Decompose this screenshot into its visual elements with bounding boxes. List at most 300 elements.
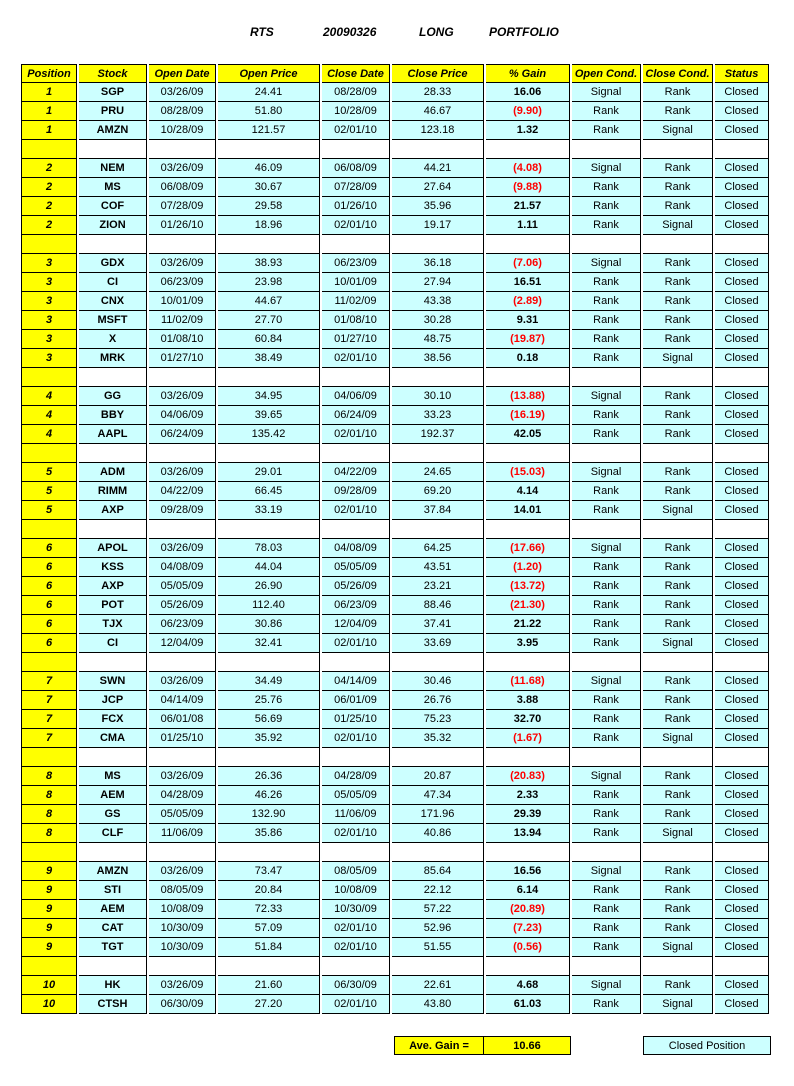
cell-open-cond: Rank — [572, 311, 641, 330]
cell-stock: CNX — [79, 292, 147, 311]
cell-open-price: 46.09 — [218, 159, 320, 178]
cell-open-price: 135.42 — [218, 425, 320, 444]
cell-close-cond: Rank — [643, 881, 713, 900]
cell-close-price: 43.51 — [392, 558, 484, 577]
cell-position: 8 — [21, 786, 77, 805]
spacer-cell — [486, 444, 570, 463]
cell-stock: GG — [79, 387, 147, 406]
cell-position: 1 — [21, 83, 77, 102]
spacer-cell — [149, 748, 216, 767]
cell-status: Closed — [715, 672, 769, 691]
spacer-cell — [715, 520, 769, 539]
cell-position: 6 — [21, 615, 77, 634]
cell-stock: CLF — [79, 824, 147, 843]
cell-open-date: 10/08/09 — [149, 900, 216, 919]
spacer-cell — [572, 653, 641, 672]
cell-open-date: 05/26/09 — [149, 596, 216, 615]
cell-close-cond: Rank — [643, 710, 713, 729]
header-row — [21, 64, 769, 83]
cell-position: 7 — [21, 672, 77, 691]
cell-open-cond: Rank — [572, 900, 641, 919]
spacer-cell — [21, 843, 77, 862]
cell-status: Closed — [715, 292, 769, 311]
spacer-cell — [322, 368, 390, 387]
cell-open-price: 38.93 — [218, 254, 320, 273]
cell-close-price: 37.41 — [392, 615, 484, 634]
cell-gain: 1.32 — [486, 121, 570, 140]
cell-open-price: 39.65 — [218, 406, 320, 425]
cell-close-date: 06/23/09 — [322, 596, 390, 615]
cell-stock: MRK — [79, 349, 147, 368]
cell-open-price: 35.92 — [218, 729, 320, 748]
cell-open-date: 03/26/09 — [149, 862, 216, 881]
cell-open-cond: Signal — [572, 254, 641, 273]
cell-gain: 61.03 — [486, 995, 570, 1014]
cell-stock: TJX — [79, 615, 147, 634]
table-row — [21, 919, 769, 938]
spacer-cell — [79, 444, 147, 463]
cell-stock: AAPL — [79, 425, 147, 444]
spacer-cell — [643, 368, 713, 387]
cell-close-cond: Rank — [643, 406, 713, 425]
cell-open-price: 27.20 — [218, 995, 320, 1014]
spacer-cell — [21, 748, 77, 767]
cell-close-date: 06/01/09 — [322, 691, 390, 710]
cell-open-price: 44.67 — [218, 292, 320, 311]
spacer-cell — [149, 957, 216, 976]
cell-open-date: 03/26/09 — [149, 387, 216, 406]
cell-close-date: 06/23/09 — [322, 254, 390, 273]
cell-close-cond: Signal — [643, 938, 713, 957]
cell-status: Closed — [715, 577, 769, 596]
title-rts: RTS — [250, 25, 274, 39]
header-status: Status — [715, 64, 769, 83]
cell-position: 2 — [21, 216, 77, 235]
cell-position: 7 — [21, 710, 77, 729]
cell-close-cond: Rank — [643, 292, 713, 311]
cell-status: Closed — [715, 349, 769, 368]
spacer-cell — [149, 140, 216, 159]
spacer-row — [21, 444, 769, 463]
cell-position: 6 — [21, 634, 77, 653]
cell-open-date: 08/05/09 — [149, 881, 216, 900]
spacer-cell — [643, 843, 713, 862]
cell-close-price: 52.96 — [392, 919, 484, 938]
table-row — [21, 710, 769, 729]
cell-open-price: 34.95 — [218, 387, 320, 406]
cell-close-cond: Rank — [643, 197, 713, 216]
cell-open-date: 03/26/09 — [149, 767, 216, 786]
cell-open-date: 10/01/09 — [149, 292, 216, 311]
cell-position: 3 — [21, 254, 77, 273]
cell-close-date: 02/01/10 — [322, 919, 390, 938]
spacer-cell — [572, 235, 641, 254]
table-row — [21, 577, 769, 596]
spacer-cell — [486, 957, 570, 976]
header-open-cond: Open Cond. — [572, 64, 641, 83]
cell-open-date: 03/26/09 — [149, 159, 216, 178]
spacer-cell — [149, 368, 216, 387]
table-row — [21, 634, 769, 653]
spacer-cell — [149, 843, 216, 862]
cell-close-date: 01/25/10 — [322, 710, 390, 729]
cell-open-cond: Rank — [572, 615, 641, 634]
cell-stock: AXP — [79, 501, 147, 520]
cell-stock: MS — [79, 767, 147, 786]
cell-close-date: 02/01/10 — [322, 216, 390, 235]
cell-status: Closed — [715, 330, 769, 349]
cell-close-date: 09/28/09 — [322, 482, 390, 501]
cell-close-date: 06/08/09 — [322, 159, 390, 178]
cell-close-price: 22.12 — [392, 881, 484, 900]
cell-open-price: 51.84 — [218, 938, 320, 957]
cell-close-cond: Rank — [643, 273, 713, 292]
cell-gain: (1.20) — [486, 558, 570, 577]
cell-stock: SWN — [79, 672, 147, 691]
spacer-cell — [572, 368, 641, 387]
cell-status: Closed — [715, 824, 769, 843]
cell-status: Closed — [715, 558, 769, 577]
table-row — [21, 425, 769, 444]
cell-stock: CI — [79, 273, 147, 292]
cell-close-price: 123.18 — [392, 121, 484, 140]
cell-close-date: 04/22/09 — [322, 463, 390, 482]
cell-open-price: 78.03 — [218, 539, 320, 558]
cell-status: Closed — [715, 881, 769, 900]
cell-status: Closed — [715, 767, 769, 786]
spacer-cell — [643, 653, 713, 672]
cell-stock: CAT — [79, 919, 147, 938]
cell-close-price: 37.84 — [392, 501, 484, 520]
cell-close-cond: Rank — [643, 83, 713, 102]
cell-open-price: 112.40 — [218, 596, 320, 615]
cell-position: 10 — [21, 976, 77, 995]
spacer-cell — [643, 140, 713, 159]
cell-close-price: 24.65 — [392, 463, 484, 482]
cell-status: Closed — [715, 311, 769, 330]
spacer-cell — [21, 235, 77, 254]
cell-gain: (17.66) — [486, 539, 570, 558]
cell-gain: (0.56) — [486, 938, 570, 957]
cell-open-cond: Rank — [572, 881, 641, 900]
cell-position: 8 — [21, 824, 77, 843]
cell-close-price: 26.76 — [392, 691, 484, 710]
cell-open-cond: Signal — [572, 387, 641, 406]
table-row — [21, 596, 769, 615]
cell-status: Closed — [715, 425, 769, 444]
cell-close-price: 75.23 — [392, 710, 484, 729]
cell-stock: STI — [79, 881, 147, 900]
cell-open-cond: Signal — [572, 862, 641, 881]
cell-close-price: 40.86 — [392, 824, 484, 843]
spacer-cell — [149, 653, 216, 672]
cell-open-date: 01/26/10 — [149, 216, 216, 235]
cell-gain: 4.14 — [486, 482, 570, 501]
cell-open-date: 07/28/09 — [149, 197, 216, 216]
header-open-price: Open Price — [218, 64, 320, 83]
cell-gain: 3.95 — [486, 634, 570, 653]
cell-close-cond: Rank — [643, 577, 713, 596]
cell-stock: HK — [79, 976, 147, 995]
table-row — [21, 83, 769, 102]
cell-close-date: 02/01/10 — [322, 824, 390, 843]
spacer-cell — [79, 653, 147, 672]
cell-open-cond: Signal — [572, 463, 641, 482]
cell-stock: MSFT — [79, 311, 147, 330]
cell-open-price: 38.49 — [218, 349, 320, 368]
cell-close-price: 43.80 — [392, 995, 484, 1014]
spacer-cell — [218, 843, 320, 862]
table-row — [21, 881, 769, 900]
spacer-cell — [79, 235, 147, 254]
cell-open-date: 03/26/09 — [149, 976, 216, 995]
cell-stock: AMZN — [79, 121, 147, 140]
table-row — [21, 672, 769, 691]
cell-open-cond: Rank — [572, 805, 641, 824]
cell-close-cond: Rank — [643, 691, 713, 710]
spacer-cell — [715, 653, 769, 672]
cell-status: Closed — [715, 938, 769, 957]
cell-open-price: 26.36 — [218, 767, 320, 786]
cell-open-date: 01/25/10 — [149, 729, 216, 748]
table-row — [21, 330, 769, 349]
header-close-date: Close Date — [322, 64, 390, 83]
cell-gain: 29.39 — [486, 805, 570, 824]
cell-status: Closed — [715, 729, 769, 748]
spacer-cell — [643, 957, 713, 976]
cell-stock: AEM — [79, 900, 147, 919]
cell-open-price: 32.41 — [218, 634, 320, 653]
cell-close-price: 64.25 — [392, 539, 484, 558]
spacer-row — [21, 653, 769, 672]
spacer-cell — [392, 444, 484, 463]
cell-gain: 0.18 — [486, 349, 570, 368]
cell-position: 3 — [21, 311, 77, 330]
cell-gain: (9.88) — [486, 178, 570, 197]
cell-gain: (13.88) — [486, 387, 570, 406]
table-row — [21, 767, 769, 786]
cell-open-price: 29.01 — [218, 463, 320, 482]
cell-status: Closed — [715, 900, 769, 919]
spacer-cell — [79, 368, 147, 387]
spacer-cell — [715, 843, 769, 862]
cell-close-price: 33.23 — [392, 406, 484, 425]
spacer-cell — [79, 748, 147, 767]
table-row — [21, 482, 769, 501]
cell-stock: NEM — [79, 159, 147, 178]
cell-position: 2 — [21, 178, 77, 197]
table-row — [21, 938, 769, 957]
spacer-cell — [643, 520, 713, 539]
cell-position: 3 — [21, 349, 77, 368]
cell-close-cond: Rank — [643, 178, 713, 197]
cell-close-cond: Rank — [643, 900, 713, 919]
cell-open-cond: Rank — [572, 425, 641, 444]
cell-close-price: 28.33 — [392, 83, 484, 102]
spacer-cell — [218, 368, 320, 387]
spacer-cell — [218, 235, 320, 254]
table-row — [21, 862, 769, 881]
cell-status: Closed — [715, 406, 769, 425]
spacer-row — [21, 520, 769, 539]
spacer-cell — [218, 653, 320, 672]
spacer-cell — [322, 843, 390, 862]
cell-close-cond: Rank — [643, 976, 713, 995]
cell-gain: (2.89) — [486, 292, 570, 311]
cell-open-price: 30.86 — [218, 615, 320, 634]
cell-open-date: 12/04/09 — [149, 634, 216, 653]
spacer-cell — [21, 957, 77, 976]
spacer-row — [21, 140, 769, 159]
spacer-cell — [392, 843, 484, 862]
cell-close-price: 30.46 — [392, 672, 484, 691]
table-row — [21, 539, 769, 558]
cell-close-date: 02/01/10 — [322, 938, 390, 957]
cell-status: Closed — [715, 634, 769, 653]
cell-position: 7 — [21, 729, 77, 748]
table-row — [21, 254, 769, 273]
cell-open-cond: Signal — [572, 767, 641, 786]
spacer-cell — [392, 235, 484, 254]
cell-status: Closed — [715, 83, 769, 102]
cell-position: 6 — [21, 577, 77, 596]
cell-gain: 21.57 — [486, 197, 570, 216]
cell-close-cond: Signal — [643, 349, 713, 368]
spacer-cell — [572, 520, 641, 539]
cell-close-date: 02/01/10 — [322, 634, 390, 653]
spacer-cell — [643, 748, 713, 767]
cell-gain: 21.22 — [486, 615, 570, 634]
cell-close-cond: Signal — [643, 824, 713, 843]
cell-close-date: 01/08/10 — [322, 311, 390, 330]
cell-close-date: 01/27/10 — [322, 330, 390, 349]
cell-close-cond: Rank — [643, 254, 713, 273]
table-row — [21, 292, 769, 311]
cell-open-cond: Signal — [572, 672, 641, 691]
cell-close-date: 06/30/09 — [322, 976, 390, 995]
cell-close-price: 22.61 — [392, 976, 484, 995]
cell-stock: ADM — [79, 463, 147, 482]
cell-close-price: 33.69 — [392, 634, 484, 653]
spacer-cell — [715, 140, 769, 159]
cell-open-cond: Rank — [572, 995, 641, 1014]
cell-close-cond: Signal — [643, 121, 713, 140]
spacer-cell — [486, 748, 570, 767]
table-row — [21, 216, 769, 235]
spacer-cell — [392, 140, 484, 159]
cell-open-date: 06/08/09 — [149, 178, 216, 197]
cell-open-cond: Rank — [572, 482, 641, 501]
cell-close-date: 02/01/10 — [322, 425, 390, 444]
cell-stock: COF — [79, 197, 147, 216]
cell-position: 3 — [21, 273, 77, 292]
table-row — [21, 349, 769, 368]
cell-close-date: 04/06/09 — [322, 387, 390, 406]
spacer-cell — [218, 444, 320, 463]
cell-close-price: 171.96 — [392, 805, 484, 824]
cell-stock: FCX — [79, 710, 147, 729]
cell-close-cond: Rank — [643, 596, 713, 615]
cell-open-price: 33.19 — [218, 501, 320, 520]
table-row — [21, 159, 769, 178]
cell-status: Closed — [715, 254, 769, 273]
cell-open-price: 60.84 — [218, 330, 320, 349]
cell-gain: 3.88 — [486, 691, 570, 710]
cell-stock: ZION — [79, 216, 147, 235]
cell-gain: 42.05 — [486, 425, 570, 444]
cell-position: 5 — [21, 463, 77, 482]
spacer-cell — [218, 520, 320, 539]
cell-position: 2 — [21, 197, 77, 216]
cell-close-date: 02/01/10 — [322, 995, 390, 1014]
cell-open-cond: Rank — [572, 577, 641, 596]
cell-stock: SGP — [79, 83, 147, 102]
cell-gain: (1.67) — [486, 729, 570, 748]
cell-gain: 16.51 — [486, 273, 570, 292]
spacer-cell — [21, 444, 77, 463]
cell-close-cond: Signal — [643, 501, 713, 520]
cell-close-cond: Rank — [643, 672, 713, 691]
spacer-cell — [79, 520, 147, 539]
cell-open-cond: Rank — [572, 634, 641, 653]
cell-open-date: 06/01/08 — [149, 710, 216, 729]
cell-stock: AMZN — [79, 862, 147, 881]
cell-open-price: 27.70 — [218, 311, 320, 330]
cell-close-price: 38.56 — [392, 349, 484, 368]
cell-gain: 32.70 — [486, 710, 570, 729]
cell-close-cond: Rank — [643, 463, 713, 482]
cell-close-date: 02/01/10 — [322, 501, 390, 520]
cell-open-cond: Rank — [572, 102, 641, 121]
spacer-cell — [643, 444, 713, 463]
cell-open-date: 04/06/09 — [149, 406, 216, 425]
spacer-cell — [322, 444, 390, 463]
cell-status: Closed — [715, 995, 769, 1014]
cell-close-cond: Rank — [643, 311, 713, 330]
cell-position: 2 — [21, 159, 77, 178]
cell-close-date: 02/01/10 — [322, 349, 390, 368]
cell-close-price: 43.38 — [392, 292, 484, 311]
cell-gain: (9.90) — [486, 102, 570, 121]
cell-open-price: 35.86 — [218, 824, 320, 843]
table-row — [21, 311, 769, 330]
cell-position: 9 — [21, 881, 77, 900]
cell-open-price: 56.69 — [218, 710, 320, 729]
cell-close-date: 04/08/09 — [322, 539, 390, 558]
cell-status: Closed — [715, 387, 769, 406]
cell-position: 4 — [21, 406, 77, 425]
cell-open-cond: Rank — [572, 406, 641, 425]
cell-gain: 6.14 — [486, 881, 570, 900]
cell-open-date: 10/28/09 — [149, 121, 216, 140]
cell-open-cond: Rank — [572, 273, 641, 292]
cell-open-date: 11/02/09 — [149, 311, 216, 330]
spacer-cell — [21, 368, 77, 387]
spacer-cell — [322, 140, 390, 159]
cell-position: 1 — [21, 102, 77, 121]
cell-open-date: 09/28/09 — [149, 501, 216, 520]
cell-open-date: 03/26/09 — [149, 83, 216, 102]
cell-open-date: 03/26/09 — [149, 463, 216, 482]
cell-close-date: 01/26/10 — [322, 197, 390, 216]
spacer-cell — [572, 957, 641, 976]
cell-open-price: 132.90 — [218, 805, 320, 824]
cell-gain: (7.06) — [486, 254, 570, 273]
cell-status: Closed — [715, 919, 769, 938]
cell-close-price: 19.17 — [392, 216, 484, 235]
cell-open-price: 24.41 — [218, 83, 320, 102]
cell-stock: AEM — [79, 786, 147, 805]
